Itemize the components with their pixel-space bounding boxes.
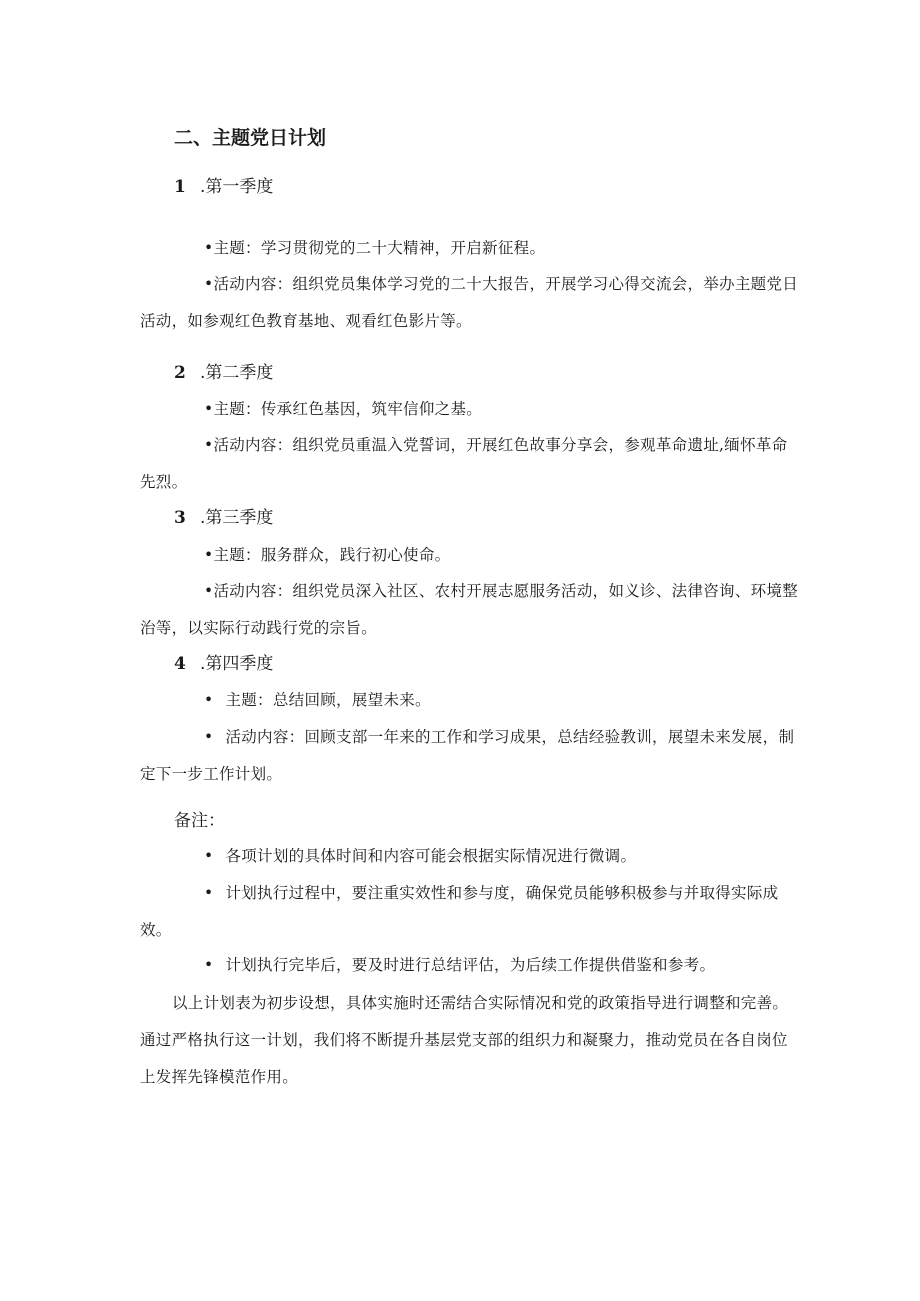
quarter-2-theme-label: •主题： [204,400,261,418]
quarter-2-activity [140,427,800,501]
quarter-2-activity-label: •活动内容： [204,436,293,454]
remark-item-2 [140,875,800,949]
quarter-1-theme-text: 学习贯彻党的二十大精神，开启新征程。 [260,239,546,257]
quarter-1-activity [140,266,800,340]
quarter-4-theme [140,682,800,719]
remark-text-3: 计划执行完毕后，要及时进行总结评估，为后续工作提供借鉴和参考。 [225,956,716,974]
remark-bullet: • [204,884,214,902]
quarter-2-number: 2 [174,363,186,383]
quarter-4-theme-label: • [204,691,214,709]
section-title: 二、主题党日计划 [174,127,327,149]
quarter-3-theme-text: 服务群众，践行初心使命。 [260,546,451,564]
closing-paragraph: 以上计划表为初步设想，具体实施时还需结合实际情况和党的政策指导进行调整和完善。通过严格执行这一计划，我们将不断提升基层党支部的组织力和凝聚力，推动党员在各自岗位上发挥先锋模范作用。 [140,994,789,1086]
quarter-4-number: 4 [174,654,186,674]
remark-item-1 [140,838,800,875]
quarter-2-activity-text: 组织党员重温入党誓词，开展红色故事分享会，参观革命遗址,缅怀革命先烈。 [140,436,788,491]
quarter-3-heading [174,507,834,529]
quarter-4-title: .第四季度 [200,654,274,674]
quarter-4-theme-text: 主题：总结回顾，展望未来。 [225,691,431,709]
quarter-1-activity-text: 组织党员集体学习党的二十大报告，开展学习心得交流会，举办主题党日活动，如参观红色教育基地、观看红色影片等。 [140,275,799,330]
quarter-2-theme [140,391,800,428]
remark-text-2: 计划执行过程中，要注重实效性和参与度，确保党员能够积极参与并取得实际成效。 [140,884,779,939]
quarter-1-theme-label: •主题： [204,239,261,257]
remark-text-1: 各项计划的具体时间和内容可能会根据实际情况进行微调。 [225,847,637,865]
quarter-3-theme-label: •主题： [204,546,261,564]
quarter-1-heading [174,176,834,198]
quarter-3-theme [140,537,800,574]
quarter-1-title: .第一季度 [200,177,274,197]
quarter-3-activity-text: 组织党员深入社区、农村开展志愿服务活动，如义诊、法律咨询、环境整治等，以实际行动践行党的宗旨。 [140,582,799,637]
quarter-3-title: .第三季度 [200,508,274,528]
quarter-2-title: .第二季度 [200,363,274,383]
quarter-1-theme [140,230,800,267]
remark-item-3 [140,947,800,984]
quarter-1-number: 1 [174,177,186,197]
remark-bullet: • [204,956,214,974]
quarter-3-number: 3 [174,508,186,528]
quarter-4-activity [140,719,800,793]
quarter-2-theme-text: 传承红色基因，筑牢信仰之基。 [260,400,483,418]
remarks-title: 备注： [174,811,225,831]
quarter-1-activity-label: •活动内容： [204,275,293,293]
quarter-2-heading [174,362,834,384]
quarter-4-activity-label: • [204,728,214,746]
quarter-4-activity-text: 活动内容：回顾支部一年来的工作和学习成果，总结经验教训，展望未来发展，制定下一步工作计划。 [140,728,795,783]
remark-bullet: • [204,847,214,865]
quarter-4-heading [174,653,834,675]
quarter-3-activity-label: •活动内容： [204,582,293,600]
quarter-3-activity [140,573,800,647]
